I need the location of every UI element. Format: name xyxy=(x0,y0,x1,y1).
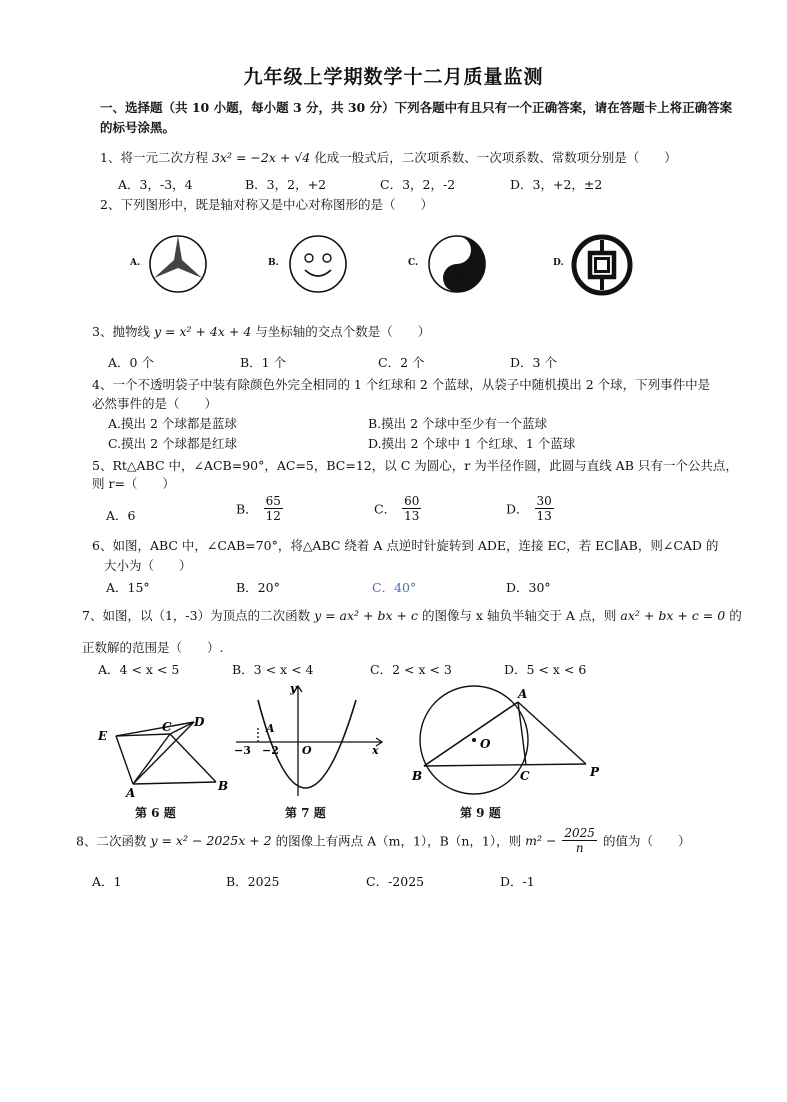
q5-option-a: A．6 xyxy=(106,508,136,523)
q2-figure-c-yinyang xyxy=(427,234,487,294)
figure-7-caption: 第 7 题 xyxy=(285,806,326,820)
fig7-label-neg2: −2 xyxy=(262,744,279,757)
q8-option-b: B．2025 xyxy=(226,874,280,889)
figure-9-circle-tangent-diagram xyxy=(408,684,608,796)
q8-equation: y = x² − 2025x + 2 xyxy=(150,833,272,848)
q7-equation-2: ax² + bx + c = 0 xyxy=(620,608,726,623)
q5-option-d: D． $\frac{30}{13}$ xyxy=(506,494,552,523)
q4-option-d: D.摸出 2 个球中 1 个红球、1 个蓝球 xyxy=(368,436,576,451)
q3-option-d: D．3 个 xyxy=(510,355,557,370)
fig6-label-d: D xyxy=(194,715,205,729)
q8-mid: 的图像上有两点 A（m，1），B（n，1），则 xyxy=(275,833,522,849)
q4-option-b: B.摸出 2 个球中至少有一个蓝球 xyxy=(368,416,548,431)
q7-mid: 的图像与 x 轴负半轴交于 A 点，则 xyxy=(421,608,617,623)
fig6-label-c: C xyxy=(162,720,172,734)
q8-option-c: C．-2025 xyxy=(366,874,425,889)
q7-option-d: D．5 < x < 6 xyxy=(504,662,587,677)
section1-instructions-line2: 的标号涂黑。 xyxy=(100,120,176,135)
q5-option-b-fraction: $\frac{65}{12}$ xyxy=(265,494,281,523)
q7-equation-1: y = ax² + bx + c xyxy=(314,608,418,623)
q8-option-d: D．-1 xyxy=(500,874,535,889)
fig9-label-b: B xyxy=(412,769,423,783)
q3-option-a: A．0 个 xyxy=(108,355,154,370)
figure-6-rotation-diagram xyxy=(90,700,240,800)
fig7-label-o: O xyxy=(302,744,312,757)
question-2-stem: 2、下列图形中，既是轴对称又是中心对称图形的是（ ） xyxy=(100,197,433,212)
question-5-line2: 则 r=（ ） xyxy=(92,476,175,491)
q6-option-d: D．30° xyxy=(506,580,551,595)
q6-option-a: A．15° xyxy=(106,580,150,595)
q7-post: 的 xyxy=(729,608,742,623)
fig7-label-neg3: −3 xyxy=(234,744,251,757)
q1-option-d: D．3，+2，±2 xyxy=(510,177,603,192)
q7-pre: 7、如图，以（1，-3）为顶点的二次函数 xyxy=(82,608,311,623)
q2-label-a: A. xyxy=(130,258,141,268)
question-5-line1: 5、Rt△ABC 中，∠ACB=90°，AC=5，BC=12，以 C 为圆心，r 为半径作圆，此圆与直线 AB 只有一个公共点， xyxy=(92,458,738,473)
q1-equation: 3x² = −2x + √4 xyxy=(211,150,311,165)
q2-label-c: C. xyxy=(408,258,419,268)
question-1-stem xyxy=(100,148,677,166)
figure-9-caption: 第 9 题 xyxy=(460,806,501,820)
q1-post: 化成一般式后，二次项系数、一次项系数、常数项分别是（ ） xyxy=(314,150,677,165)
q4-option-c: C.摸出 2 个球都是红球 xyxy=(108,436,237,451)
fig6-label-b: B xyxy=(218,779,229,793)
question-7-line1 xyxy=(82,606,742,624)
q5-option-b: B． $\frac{65}{12}$ xyxy=(236,494,281,523)
q8-expression-prefix: m² − xyxy=(525,833,557,848)
fig9-label-o: O xyxy=(480,737,491,751)
q2-figure-a-propeller xyxy=(148,234,208,294)
fig7-label-a: A xyxy=(266,722,275,735)
fig6-label-a: A xyxy=(126,786,136,800)
page-title: 九年级上学期数学十二月质量监测 xyxy=(243,66,544,88)
q5-option-c-fraction: $\frac{60}{13}$ xyxy=(404,494,420,523)
q1-pre: 1、将一元二次方程 xyxy=(100,150,208,165)
q3-post: 与坐标轴的交点个数是（ ） xyxy=(255,324,431,339)
q2-figure-d-coin xyxy=(571,234,633,296)
question-8-stem xyxy=(76,826,690,855)
question-4-line2: 必然事件的是（ ） xyxy=(92,396,218,411)
q2-figure-b-smiley xyxy=(288,234,348,294)
q2-label-d: D. xyxy=(553,258,564,268)
q6-option-c: C．40° xyxy=(372,580,417,595)
figure-6-caption: 第 6 题 xyxy=(135,806,176,820)
q4-option-a: A.摸出 2 个球都是蓝球 xyxy=(108,416,237,431)
fig9-label-c: C xyxy=(520,769,530,783)
q3-option-c: C．2 个 xyxy=(378,355,425,370)
q1-option-c: C．3，2，-2 xyxy=(380,177,456,192)
q7-option-a: A．4 < x < 5 xyxy=(98,662,180,677)
q7-option-c: C．2 < x < 3 xyxy=(370,662,452,677)
q8-fraction: $\frac{2025}{n}$ xyxy=(564,826,595,855)
q6-option-b: B．20° xyxy=(236,580,280,595)
q3-pre: 3、抛物线 xyxy=(92,324,150,339)
q8-pre: 8、二次函数 xyxy=(76,833,147,849)
section1-instructions-line1: 一、选择题（共 10 小题，每小题 3 分，共 30 分）下列各题中有且只有一个正确答案，请在答题卡上将正确答案 xyxy=(100,100,733,115)
q8-option-a: A．1 xyxy=(92,874,122,889)
fig7-label-x: x xyxy=(372,744,379,757)
fig9-label-a: A xyxy=(518,687,528,701)
fig6-label-e: E xyxy=(98,729,108,743)
q7-option-b: B．3 < x < 4 xyxy=(232,662,314,677)
fig9-label-p: P xyxy=(590,765,600,779)
q1-option-a: A．3，-3，4 xyxy=(118,177,193,192)
fig7-label-y: y xyxy=(290,682,297,695)
figure-7-parabola-graph xyxy=(232,680,392,800)
q5-option-c: C． $\frac{60}{13}$ xyxy=(374,494,420,523)
q1-option-b: B．3，2，+2 xyxy=(245,177,327,192)
q2-label-b: B. xyxy=(268,258,279,268)
question-4-line1: 4、一个不透明袋子中装有除颜色外完全相同的 1 个红球和 2 个蓝球，从袋子中随机摸出 2 个球，下列事件中是 xyxy=(92,377,711,392)
q3-equation: y = x² + 4x + 4 xyxy=(153,324,252,339)
q5-option-d-fraction: $\frac{30}{13}$ xyxy=(536,494,552,523)
q3-option-b: B．1 个 xyxy=(240,355,287,370)
question-7-line2: 正数解的范围是（ ）. xyxy=(82,640,224,655)
question-6-line2: 大小为（ ） xyxy=(104,558,192,573)
q8-post: 的值为（ ） xyxy=(602,833,691,849)
question-3-stem xyxy=(92,322,430,340)
question-6-line1: 6、如图，ABC 中，∠CAB=70°，将△ABC 绕着 A 点逆时针旋转到 ADE，连接 EC，若 EC∥AB，则∠CAD 的 xyxy=(92,538,719,553)
